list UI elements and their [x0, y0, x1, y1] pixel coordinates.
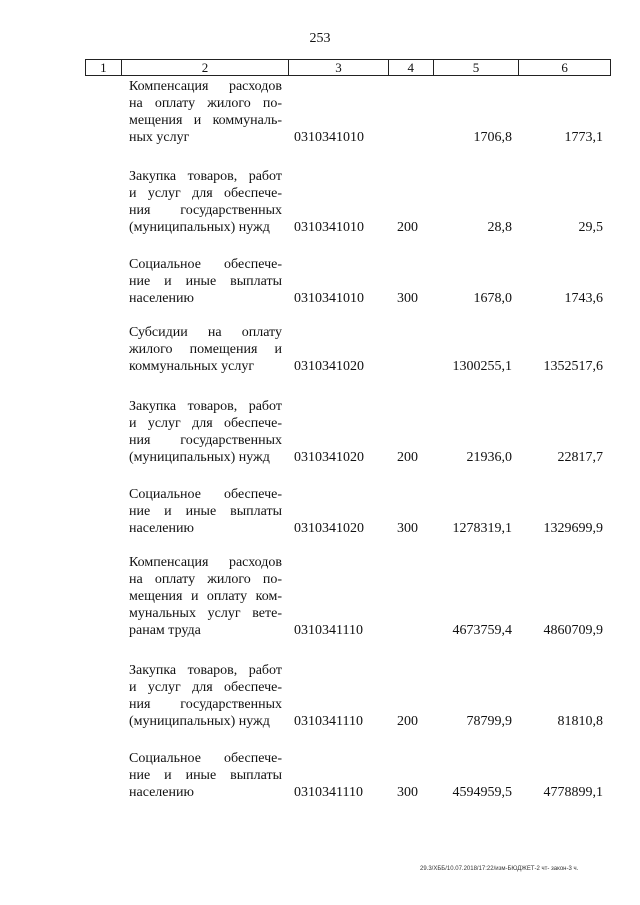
- table-row: [0, 256, 640, 307]
- row-code: 0310341110: [294, 785, 363, 800]
- header-col-3: 3: [289, 60, 389, 75]
- description-line: ния государственных: [129, 697, 282, 712]
- row-value-col6: 22817,7: [557, 450, 603, 465]
- description-line: на оплату жилого по-: [129, 96, 282, 111]
- description-line: Закупка товаров, работ: [129, 169, 282, 184]
- row-code: 0310341020: [294, 521, 364, 536]
- row-code: 0310341010: [294, 220, 364, 235]
- description-line: Закупка товаров, работ: [129, 663, 282, 678]
- row-code: 0310341110: [294, 623, 363, 638]
- row-description: [129, 168, 282, 236]
- description-line: ние и иные выплаты: [129, 274, 282, 289]
- table-row: [0, 486, 640, 537]
- row-value-col6: 1352517,6: [543, 359, 603, 374]
- table-row: [0, 324, 640, 375]
- header-col-6: 6: [561, 60, 568, 75]
- table-row: [0, 554, 640, 639]
- description-line: (муниципальных) нужд: [129, 714, 270, 729]
- table-header: [85, 59, 611, 76]
- row-code: 0310341010: [294, 291, 364, 306]
- row-description: [129, 78, 282, 146]
- row-value-col5: 78799,9: [466, 714, 512, 729]
- row-code: 0310341020: [294, 359, 364, 374]
- row-description: [129, 486, 282, 537]
- row-expense-type: 300: [397, 521, 418, 536]
- description-line: жилого помещения и: [129, 342, 282, 357]
- description-line: Субсидии на оплату: [129, 325, 282, 340]
- header-col-4: 4: [389, 60, 434, 75]
- description-line: ранам труда: [129, 623, 201, 638]
- row-value-col6: 29,5: [578, 220, 603, 235]
- row-value-col6: 4778899,1: [543, 785, 603, 800]
- row-description: [129, 324, 282, 375]
- description-line: Компенсация расходов: [129, 555, 282, 570]
- row-description: [129, 750, 282, 801]
- row-description: [129, 662, 282, 730]
- description-line: Социальное обеспече-: [129, 487, 282, 502]
- row-expense-type: 200: [397, 714, 418, 729]
- row-expense-type: 300: [397, 785, 418, 800]
- description-line: Компенсация расходов: [129, 79, 282, 94]
- row-code: 0310341010: [294, 130, 364, 145]
- description-line: (муниципальных) нужд: [129, 450, 270, 465]
- description-line: ние и иные выплаты: [129, 504, 282, 519]
- row-value-col6: 1743,6: [564, 291, 603, 306]
- description-line: мещения и коммуналь-: [129, 113, 282, 128]
- row-expense-type: 200: [397, 220, 418, 235]
- header-col-2: 2: [122, 60, 289, 75]
- row-description: [129, 256, 282, 307]
- footer-stamp: 29.3/ХББ/10.07.2018/17:22/изм-БЮДЖЕТ-2 чт- закон-3 ч.: [420, 866, 579, 872]
- table-row: [0, 78, 640, 146]
- row-value-col6: 81810,8: [557, 714, 603, 729]
- row-value-col5: 1278319,1: [452, 521, 512, 536]
- row-value-col5: 28,8: [487, 220, 512, 235]
- row-value-col5: 1706,8: [473, 130, 512, 145]
- row-value-col5: 1678,0: [473, 291, 512, 306]
- row-value-col6: 1773,1: [564, 130, 603, 145]
- description-line: Закупка товаров, работ: [129, 399, 282, 414]
- header-col-5: 5: [434, 60, 520, 75]
- description-line: населению: [129, 291, 194, 306]
- page-number: 253: [309, 31, 331, 46]
- table-row: [0, 398, 640, 466]
- table-row: [0, 168, 640, 236]
- description-line: и услуг для обеспече-: [129, 416, 282, 431]
- description-line: Социальное обеспече-: [129, 751, 282, 766]
- description-line: мунальных услуг вете-: [129, 606, 282, 621]
- description-line: населению: [129, 521, 194, 536]
- row-expense-type: 200: [397, 450, 418, 465]
- description-line: и услуг для обеспече-: [129, 680, 282, 695]
- row-value-col5: 4594959,5: [452, 785, 512, 800]
- row-value-col6: 1329699,9: [543, 521, 603, 536]
- table-row: [0, 750, 640, 801]
- row-description: [129, 554, 282, 639]
- description-line: ния государственных: [129, 203, 282, 218]
- row-description: [129, 398, 282, 466]
- description-line: мещения и оплату ком-: [129, 589, 282, 604]
- row-value-col5: 21936,0: [466, 450, 512, 465]
- description-line: ние и иные выплаты: [129, 768, 282, 783]
- description-line: ных услуг: [129, 130, 190, 145]
- row-code: 0310341110: [294, 714, 363, 729]
- description-line: (муниципальных) нужд: [129, 220, 270, 235]
- description-line: на оплату жилого по-: [129, 572, 282, 587]
- row-expense-type: 300: [397, 291, 418, 306]
- description-line: ния государственных: [129, 433, 282, 448]
- row-value-col5: 4673759,4: [452, 623, 512, 638]
- description-line: и услуг для обеспече-: [129, 186, 282, 201]
- description-line: Социальное обеспече-: [129, 257, 282, 272]
- row-code: 0310341020: [294, 450, 364, 465]
- description-line: населению: [129, 785, 194, 800]
- table-row: [0, 662, 640, 730]
- row-value-col6: 4860709,9: [543, 623, 603, 638]
- description-line: коммунальных услуг: [129, 359, 255, 374]
- header-col-1: 1: [86, 60, 122, 75]
- row-value-col5: 1300255,1: [452, 359, 512, 374]
